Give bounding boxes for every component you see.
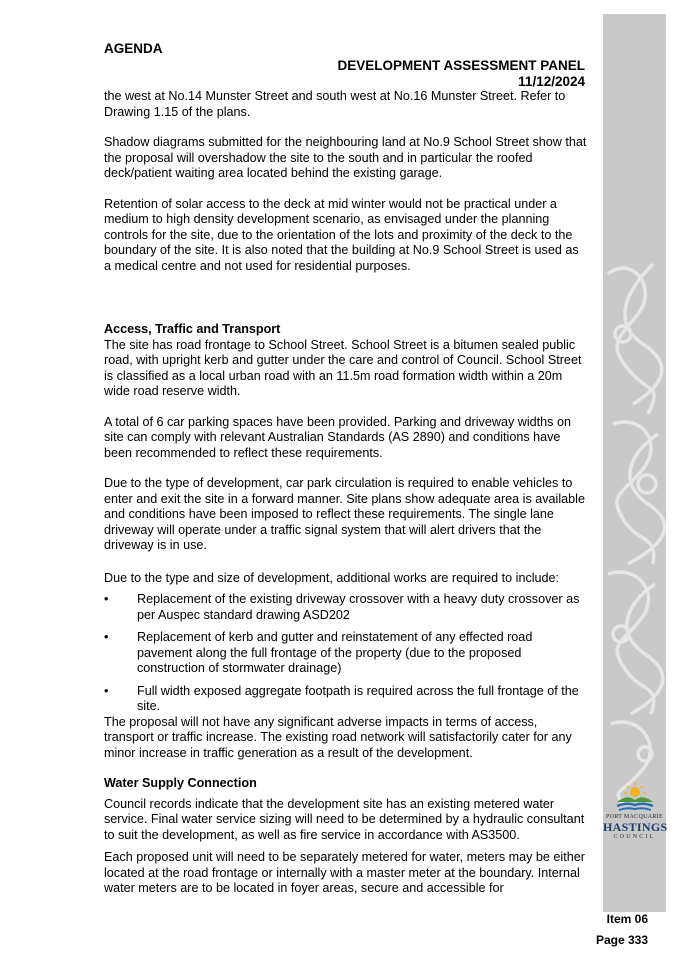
paragraph: Retention of solar access to the deck at mid winter would not be practical under a medium to high density development scenario, as envisaged under the planning controls for the site, due to the orientation of the lots and proximity of the deck to the boundary of the site. It is also noted that the building at No.9 School Street is used as a medical centre and not used for residential purposes. bbox=[104, 196, 579, 273]
paragraph: the west at No.14 Munster Street and south west at No.16 Munster Street. Refer to Drawing 1.15 of the plans. bbox=[104, 89, 566, 119]
section-heading-water: Water Supply Connection bbox=[104, 776, 257, 790]
paragraph: Shadow diagrams submitted for the neighbouring land at No.9 School Street show that the proposal will overshadow the site to the south and in particular the roofed deck/patient waiting area located behind the existing garage. bbox=[104, 135, 587, 180]
bullet-icon: • bbox=[104, 592, 109, 606]
meeting-date: 11/12/2024 bbox=[518, 74, 585, 89]
paragraph: Each proposed unit will need to be separately metered for water, meters may be either located at the road frontage or internally with a master meter at the boundary. Internal water meters are to be located in foyer areas, secure and accessible for bbox=[104, 850, 585, 895]
panel-heading: DEVELOPMENT ASSESSMENT PANEL bbox=[337, 58, 585, 73]
bullet-icon: • bbox=[104, 683, 109, 698]
item-number: Item 06 bbox=[606, 912, 648, 926]
works-list bbox=[104, 592, 589, 715]
decorative-sidebar bbox=[603, 14, 666, 912]
list-item: • Replacement of the existing driveway crossover with a heavy duty crossover as per Auspec standard drawing ASD202 bbox=[104, 592, 580, 622]
paragraph: A total of 6 car parking spaces have been provided. Parking and driveway widths on site can comply with relevant Australian Standards (AS 2890) and conditions have been recommended to reflect these requirements. bbox=[104, 414, 571, 460]
council-logo bbox=[603, 780, 666, 850]
council-emblem-icon bbox=[615, 780, 655, 814]
logo-line-1: PORT MACQUARIE bbox=[606, 814, 663, 820]
list-item: • Full width exposed aggregate footpath is required across the full frontage of the site. bbox=[104, 683, 579, 713]
paragraph: Due to the type of development, car park circulation is required to enable vehicles to enter and exit the site in a forward manner. Site plans show adequate area is available and conditions have been imposed to reflect these requirements. The single lane driveway will operate under a traffic signal system that will alert drivers that the driveway is in use. bbox=[104, 476, 585, 552]
page-number: Page 333 bbox=[595, 933, 648, 947]
section-heading-access: Access, Traffic and Transport bbox=[104, 322, 281, 336]
agenda-heading: AGENDA bbox=[104, 41, 163, 56]
paragraph: Due to the type and size of development, additional works are required to include: bbox=[104, 570, 560, 585]
document-body bbox=[104, 89, 589, 897]
paragraph: Council records indicate that the development site has an existing metered water service. Final water service sizing will need to be determined by a hydraulic consultant to suit the development, as well as fire service in accordance with AS3500. bbox=[104, 796, 585, 842]
list-item: • Replacement of kerb and gutter and reinstatement of any effected road pavement along the full frontage of the property (due to the proposed construction of stormwater drainage) bbox=[104, 630, 533, 675]
logo-line-3: COUNCIL bbox=[613, 834, 656, 840]
swirl-pattern-icon bbox=[603, 14, 666, 912]
logo-line-2: HASTINGS bbox=[603, 820, 668, 834]
paragraph: The site has road frontage to School Street. School Street is a bitumen sealed public road, with upright kerb and gutter under the care and control of Council. School Street is classified as a local urban road with an 11.5m road formation width within a 20m wide road reserve width. bbox=[104, 337, 582, 398]
bullet-icon: • bbox=[104, 630, 109, 644]
paragraph: The proposal will not have any significant adverse impacts in terms of access, transport or traffic increase. The existing road network will satisfactorily cater for any minor increase in traffic generation as a result of the development. bbox=[104, 714, 572, 760]
